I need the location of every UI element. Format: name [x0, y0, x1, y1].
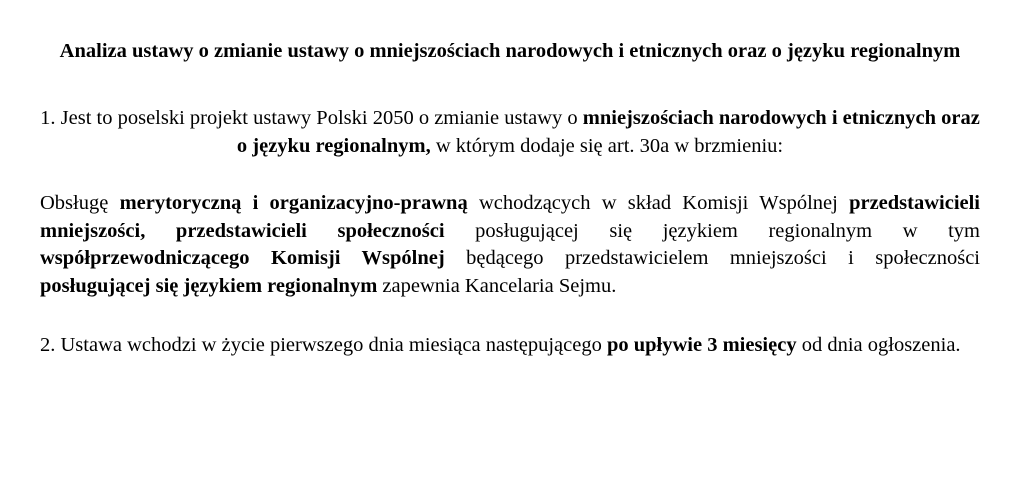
document-title: Analiza ustawy o zmianie ustawy o mniejszościach narodowych i etnicznych oraz o języku regionalnym: [59, 40, 961, 62]
paragraph-3-text-1: 2. Ustawa wchodzi w życie pierwszego dnia miesiąca następującego: [40, 334, 607, 356]
paragraph-3: [40, 300, 980, 360]
paragraph-2-bold-1: merytoryczną i organizacyjno-prawną: [119, 192, 468, 214]
paragraph-2-bold-2: przedstawicieli mniejszości, przedstawicieli społeczności: [40, 192, 981, 242]
paragraph-2-bold-3: współprzewodniczącego Komisji Wspólnej: [40, 247, 445, 269]
paragraph-3-bold-1: po upływie 3 miesięcy: [606, 334, 797, 356]
paragraph-2-text-1: Obsługę: [40, 192, 120, 214]
paragraph-1-text-2: w którym dodaje się art. 30a w brzmieniu:: [430, 134, 784, 157]
paragraph-1-bold-1: mniejszościach narodowych i etnicznych oraz o języku regionalnym,: [236, 107, 980, 157]
paragraph-1-text-1: 1. Jest to poselski projekt ustawy Polski 2050 o zmianie ustawy o: [40, 107, 583, 129]
paragraph-2-text-5: zapewnia Kancelaria Sejmu.: [377, 274, 617, 297]
paragraph-2-text-4: będącego przedstawicielem mniejszości i społeczności: [444, 247, 980, 269]
paragraph-2-text-3: posługującej się językiem regionalnym w tym: [444, 219, 980, 242]
paragraph-2-bold-4: posługującej się językiem regionalnym: [40, 274, 378, 297]
paragraph-3-text-2: od dnia ogłoszenia.: [796, 334, 961, 356]
paragraph-1: [40, 65, 980, 160]
paragraph-2: [40, 160, 980, 300]
paragraph-2-text-2: wchodzących w skład Komisji Wspólnej: [467, 192, 850, 214]
